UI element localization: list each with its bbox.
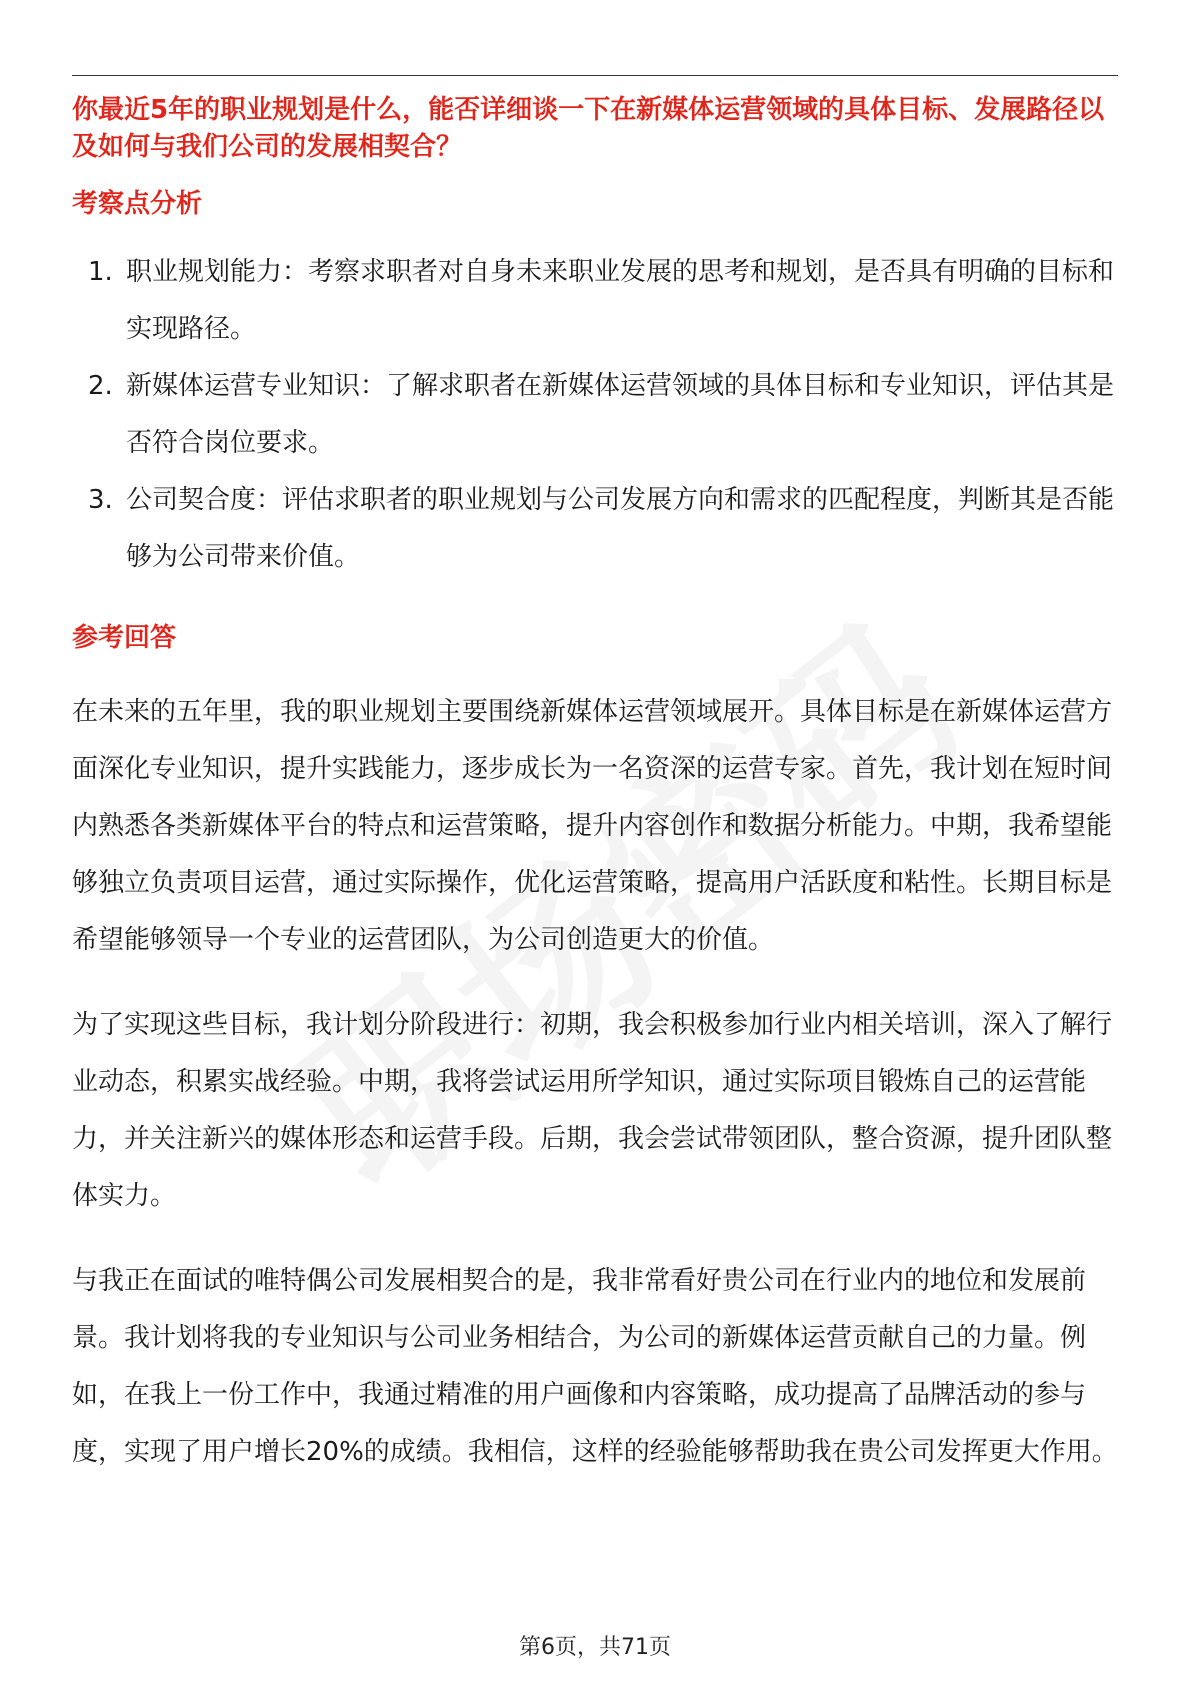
point-number: 2.: [88, 371, 113, 401]
page-number: 第6页，共71页: [519, 1635, 671, 1660]
point-number: 3.: [88, 485, 113, 515]
analysis-point: [72, 358, 1118, 472]
point-text: 公司契合度：评估求职者的职业规划与公司发展方向和需求的匹配程度，判断其是否能够为公司带来价值。: [126, 485, 1115, 572]
point-text: 新媒体运营专业知识：了解求职者在新媒体运营领域的具体目标和专业知识，评估其是否符合岗位要求。: [126, 371, 1115, 458]
analysis-heading: 考察点分析: [72, 189, 203, 219]
analysis-point: [72, 472, 1118, 586]
analysis-point: [72, 244, 1118, 358]
answer-paragraph: 为了实现这些目标，我计划分阶段进行：初期，我会积极参加行业内相关培训，深入了解行业动态，积累实战经验。中期，我将尝试运用所学知识，通过实际项目锻炼自己的运营能力，并关注新兴的媒体形态和运营手段。后期，我会尝试带领团队，整合资源，提升团队整体实力。: [72, 1010, 1113, 1211]
point-number: 1.: [88, 257, 113, 287]
answer-paragraph: 与我正在面试的唯特偶公司发展相契合的是，我非常看好贵公司在行业内的地位和发展前景。我计划将我的专业知识与公司业务相结合，为公司的新媒体运营贡献自己的力量。例如，在我上一份工作中，我通过精准的用户画像和内容策略，成功提高了品牌活动的参与度，实现了用户增长20%的成绩。我相信，这样的经验能够帮助我在贵公司发挥更大作用。: [72, 1266, 1118, 1467]
page-content: [72, 92, 1118, 1481]
question-title: 你最近5年的职业规划是什么，能否详细谈一下在新媒体运营领域的具体目标、发展路径以及如何与我们公司的发展相契合？: [72, 95, 1105, 162]
analysis-list: [72, 244, 1118, 586]
point-text: 职业规划能力：考察求职者对自身未来职业发展的思考和规划，是否具有明确的目标和实现路径。: [126, 257, 1115, 344]
header-divider: [72, 75, 1118, 76]
answer-heading: 参考回答: [72, 623, 177, 653]
answer-paragraph: 在未来的五年里，我的职业规划主要围绕新媒体运营领域展开。具体目标是在新媒体运营方面深化专业知识，提升实践能力，逐步成长为一名资深的运营专家。首先，我计划在短时间内熟悉各类新媒体平台的特点和运营策略，提升内容创作和数据分析能力。中期，我希望能够独立负责项目运营，通过实际操作，优化运营策略，提高用户活跃度和粘性。长期目标是希望能够领导一个专业的运营团队，为公司创造更大的价值。: [72, 697, 1113, 955]
